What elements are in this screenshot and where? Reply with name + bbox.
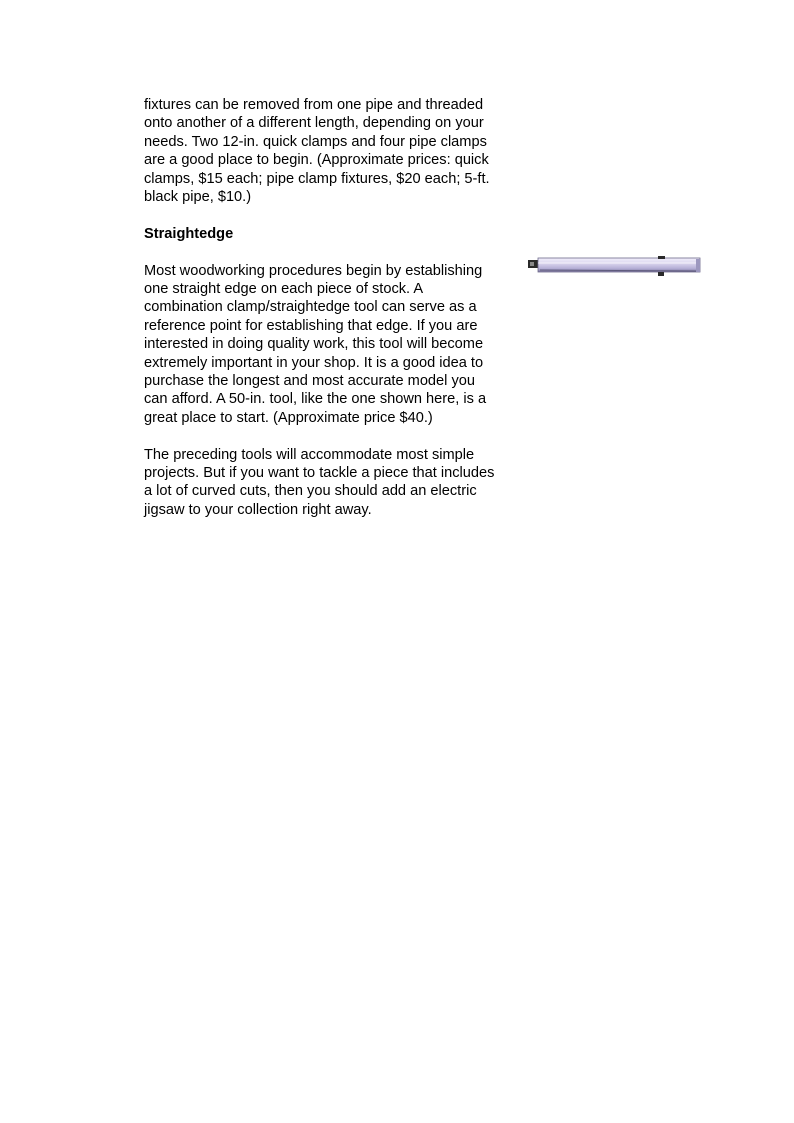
straightedge-clamp-tool-image — [526, 254, 702, 282]
straightedge-tool-figure — [526, 254, 702, 282]
closing-paragraph: The preceding tools will accommodate most simple projects. But if you want to tackle a piece that includes a lot of curved cuts, then you should add an electric jigsaw to your collection right away. — [144, 446, 495, 518]
article-text-column — [144, 96, 500, 538]
intro-paragraph: fixtures can be removed from one pipe and threaded onto another of a different length, depending on your needs. Two 12-in. quick clamps and four pipe clamps are a good place to begin. (Approximate prices: quick clamps, $15 each; pipe clamp fixtures, $20 each; 5-ft. black pipe, $10.) — [144, 97, 490, 206]
straightedge-paragraph: Most woodworking procedures begin by establishing one straight edge on each piece of stock. A combination clamp/straightedge tool can serve as a reference point for establishing that edge. If you are interested in doing quality work, this tool will become extremely important in your shop. It is a good idea to purchase the longest and most accurate model you can afford. A 50-in. tool, like the one shown here, is a great place to start. (Approximate price $40.) — [144, 262, 487, 426]
section-heading-straightedge: Straightedge — [144, 225, 234, 242]
